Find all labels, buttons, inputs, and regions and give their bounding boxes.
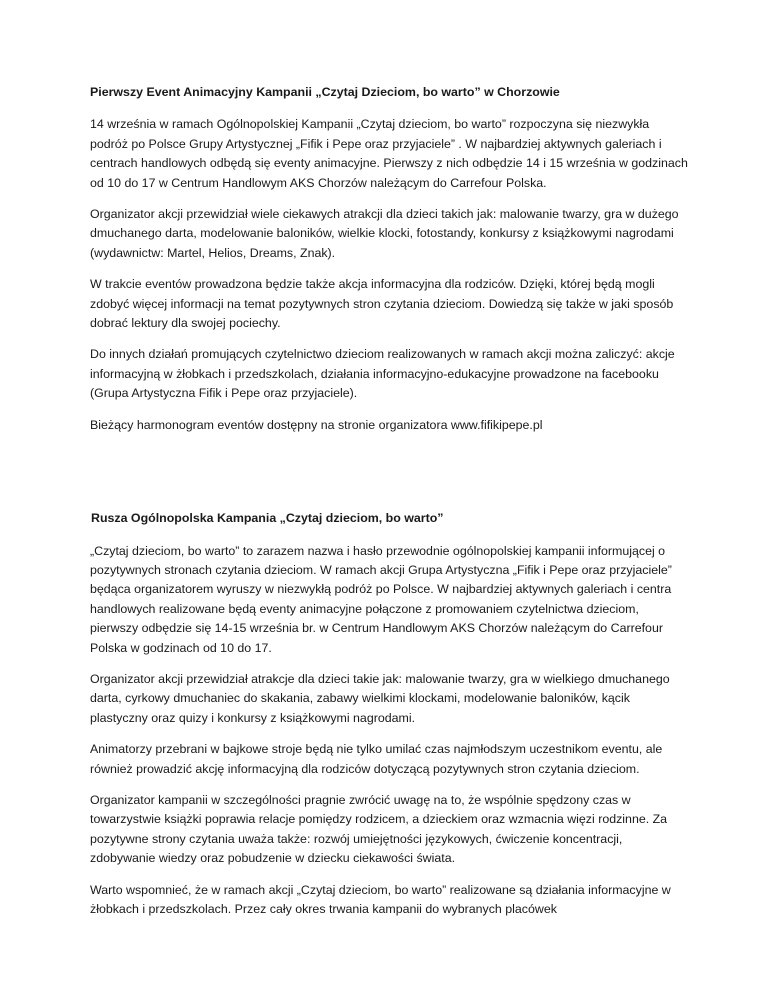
document-page	[90, 83, 688, 931]
section-first-event	[90, 83, 688, 435]
paragraph: Do innych działań promujących czytelnictwo dzieciom realizowanych w ramach akcji można zaliczyć: akcje informacyjną w żłobkach i przedszkolach, działania informacyjno-edukacyjne prowadzone na facebooku (Grupa Artystyczna Fifik i Pepe oraz przyjaciele).	[90, 347, 675, 401]
section-campaign-launch	[90, 509, 688, 919]
section-spacer	[90, 447, 688, 509]
paragraph: Organizator kampanii w szczególności pragnie zwrócić uwagę na to, że wspólnie spędzony czas w towarzystwie książki poprawia relacje pomiędzy rodzicem, a dzieckiem oraz wzmacnia więzi rodzinne. Za pozytywne strony czytania uważa także: rozwój umiejętności językowych, ćwiczenie koncentracji, zdobywanie wiedzy oraz pobudzenie w dziecku ciekawości świata.	[90, 792, 668, 866]
paragraph: Organizator akcji przewidział wiele ciekawych atrakcji dla dzieci takich jak: malowanie twarzy, gra w dużego dmuchanego darta, modelowanie baloników, wielkie klocki, fotostandy, konkursy z książkowymi nagrodami (wydawnictw: Martel, Helios, Dreams, Znak).	[90, 207, 679, 260]
paragraph: Organizator akcji przewidział atrakcje dla dzieci takie jak: malowanie twarzy, gra w wielkiego dmuchanego darta, cyrkowy dmuchaniec do skakania, zabawy wielkimi klockami, modelowanie baloników, kącik plastyczny oraz quizy i konkursy z książkowymi nagrodami.	[90, 671, 670, 725]
paragraph: „Czytaj dzieciom, bo warto” to zarazem nazwa i hasło przewodnie ogólnopolskiej kampanii informującej o pozytywnych stronach czytania dzieciom. W ramach akcji Grupa Artystyczna „Fifik i Pepe oraz przyjaciele” będąca organizatorem wyruszy w niezwykłą podróż po Polsce. W najbardziej aktywnych galeriach i centra handlowych realizowane będą eventy animacyjne połączone z promowaniem czytelnictwa dzieciom, pierwszy odbędzie się 14-15 września br. w Centrum Handlowym AKS Chorzów należącym do Carrefour Polska w godzinach od 10 do 17.	[90, 543, 672, 655]
paragraph: Bieżący harmonogram eventów dostępny na stronie organizatora www.fifikipepe.pl	[90, 417, 543, 432]
paragraph: 14 września w ramach Ogólnopolskiej Kampanii „Czytaj dzieciom, bo warto” rozpoczyna się niezwykła podróż po Polsce Grupy Artystycznej „Fifik i Pepe oraz przyjaciele” . W najbardziej aktywnych galeriach i centrach handlowych odbędą się eventy animacyjne. Pierwszy z nich odbędzie 14 i 15 września w godzinach od 10 do 17 w Centrum Handlowym AKS Chorzów należącym do Carrefour Polska.	[90, 117, 688, 190]
paragraph: Warto wspomnieć, że w ramach akcji „Czytaj dzieciom, bo warto” realizowane są działania informacyjne w żłobkach i przedszkolach. Przez cały okres trwania kampanii do wybranych placówek	[90, 882, 671, 916]
paragraph: Animatorzy przebrani w bajkowe stroje będą nie tylko umilać czas najmłodszym uczestnikom eventu, ale również prowadzić akcję informacyjną dla rodziców dotyczącą pozytywnych stron czytania dzieciom.	[90, 742, 663, 776]
section-title: Pierwszy Event Animacyjny Kampanii „Czytaj Dzieciom, bo warto” w Chorzowie	[90, 85, 560, 99]
paragraph: W trakcie eventów prowadzona będzie także akcja informacyjna dla rodziców. Dzięki, której będą mogli zdobyć więcej informacji na temat pozytywnych stron czytania dzieciom. Dowiedzą się także w jaki sposób dobrać lektury dla swojej pociechy.	[90, 277, 674, 331]
section-title: Rusza Ogólnopolska Kampania „Czytaj dzieciom, bo warto”	[91, 511, 444, 526]
